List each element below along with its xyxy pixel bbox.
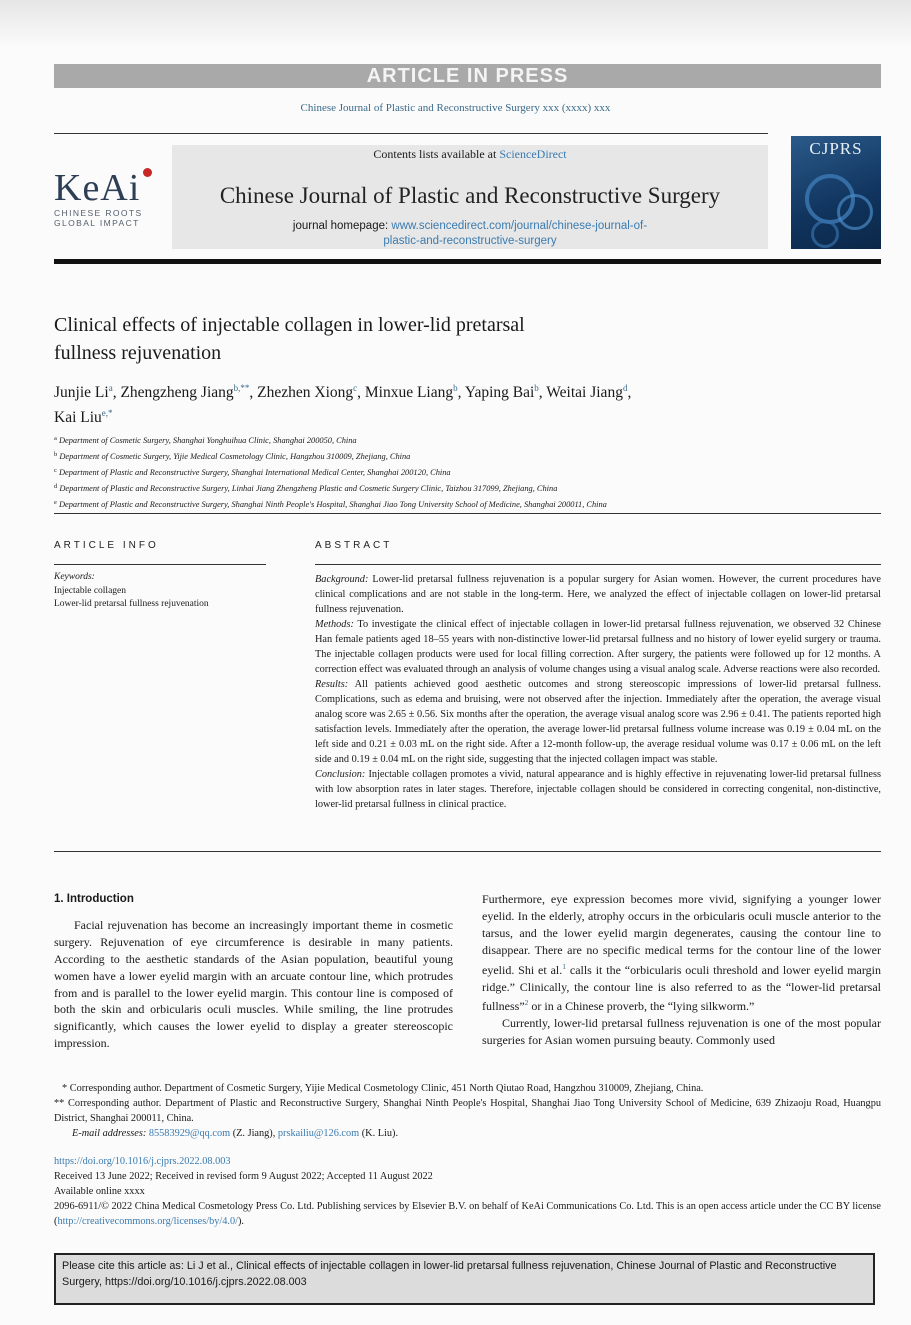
license-link[interactable]: http://creativecommons.org/licenses/by/4.0/ bbox=[57, 1216, 238, 1227]
background-text: Lower-lid pretarsal fullness rejuvenation is a popular surgery for Asian women. However, the current procedures have clinical complications and are not stable in the long-term. Here, we analyzed the effect of injectable collagen on lower-lid pretarsal fullness rejuvenation. bbox=[315, 574, 881, 615]
affiliation-marker: d bbox=[54, 482, 58, 490]
author-separator: , bbox=[538, 384, 547, 401]
article-title-line-2: fullness rejuvenation bbox=[54, 342, 222, 364]
email-owner: (K. Liu). bbox=[359, 1128, 399, 1139]
author-name: Minxue Liang bbox=[364, 384, 454, 401]
email-label: E-mail addresses: bbox=[72, 1128, 147, 1139]
author-name: Zhezhen Xiong bbox=[257, 384, 354, 401]
author-name: Junjie Li bbox=[54, 384, 109, 401]
author-affiliation-marker[interactable]: a bbox=[108, 383, 113, 393]
copyright-text-end: ). bbox=[237, 1216, 244, 1227]
author-separator: , bbox=[249, 384, 258, 401]
conclusion-label: Conclusion: bbox=[315, 769, 366, 780]
citation-box: Please cite this article as: Li J et al., Clinical effects of injectable collagen in lower-lid pretarsal fullness rejuvenation, Chinese Journal of Plastic and Reconstructive Surgery, https://doi.org/10.1016/j.cjprs.2022.08.003 bbox=[54, 1253, 875, 1305]
affiliation-text: Department of Cosmetic Surgery, Yijie Medical Cosmetology Clinic, Hangzhou 310009, Zhejiang, China bbox=[59, 451, 411, 461]
keyword-item: Injectable collagen bbox=[54, 585, 127, 596]
abstract-conclusion bbox=[315, 767, 881, 812]
author bbox=[546, 384, 631, 401]
affiliation-text: Department of Plastic and Reconstructive Surgery, Shanghai International Medical Center, Shanghai 200120, China bbox=[58, 467, 451, 477]
author bbox=[120, 384, 257, 401]
email-link-jiang[interactable]: 85583929@qq.com bbox=[148, 1128, 231, 1139]
author-list bbox=[54, 378, 834, 428]
title-rule bbox=[54, 259, 881, 264]
author bbox=[257, 384, 365, 401]
affiliation-item bbox=[54, 432, 881, 448]
affiliation-text: Department of Cosmetic Surgery, Shanghai Yonghuihua Clinic, Shanghai 200050, China bbox=[58, 436, 357, 445]
author-name: Zhengzheng Jiang bbox=[120, 384, 234, 401]
methods-label: Methods: bbox=[315, 619, 354, 630]
author-separator: , bbox=[627, 384, 632, 401]
author bbox=[54, 384, 120, 401]
journal-cover-image[interactable] bbox=[791, 136, 881, 249]
abstract-end-rule bbox=[54, 851, 881, 852]
email-owner: (Z. Jiang), bbox=[230, 1128, 278, 1139]
header-rule bbox=[54, 133, 768, 134]
keywords-block bbox=[54, 571, 294, 612]
affiliation-text: Department of Plastic and Reconstructive Surgery, Linhai Jiang Zhengzheng Plastic and Cosmetic Surgery Clinic, Taizhou 317099, Zhejiang, China bbox=[59, 483, 558, 493]
logo-dot bbox=[143, 168, 152, 177]
logo-tagline-2: GLOBAL IMPACT bbox=[54, 218, 140, 228]
body-column-right bbox=[482, 891, 881, 1049]
abstract-methods bbox=[315, 617, 881, 677]
article-title-line-1: Clinical effects of injectable collagen in lower-lid pretarsal bbox=[54, 314, 525, 336]
reference-link[interactable]: 2 bbox=[524, 998, 529, 1008]
abstract-rule bbox=[315, 564, 881, 565]
cover-title: CJPRS bbox=[809, 139, 863, 158]
affiliation-text: Department of Plastic and Reconstructive Surgery, Shanghai Ninth People's Hospital, Shanghai Jiao Tong University School of Medicine, Shanghai 200011, China bbox=[58, 499, 607, 509]
available-online: Available online xxxx bbox=[54, 1186, 145, 1197]
conclusion-text: Injectable collagen promotes a vivid, natural appearance and is highly effective in rejuvenating lower-lid pretarsal fullness with low absorption rates in later stages. Therefore, injectable collagen should be considered in correcting congenital, non-distinctive, lower-lid pretarsal fullness in clinical practice. bbox=[315, 769, 881, 810]
author-affiliation-marker[interactable]: b bbox=[453, 383, 458, 393]
paragraph-text: calls it the “orbicularis oculi threshold and lower eyelid margin ridge.” Clinically, the contour line is also referred to as the “lower-lid pretarsal fullness” bbox=[482, 962, 881, 1014]
paragraph-text: Furthermore, eye expression becomes more vivid, signifying a younger lower eyelid. In the elderly, atrophy occurs in the orbicularis oculi muscle anterior to the tarsus, and the lower eyelid margin degenerates, causing the contour line to disappear. There are no specific medical terms for the contour line of the lower eyelid. Shi et al. bbox=[482, 892, 881, 977]
author-affiliation-marker[interactable]: c bbox=[353, 383, 358, 393]
author-affiliation-marker[interactable]: d bbox=[622, 383, 628, 393]
article-info-rule bbox=[54, 564, 266, 565]
contents-prefix: Contents lists available at bbox=[373, 147, 500, 161]
abstract-body bbox=[315, 572, 881, 812]
author-name: Yaping Bai bbox=[464, 384, 535, 401]
logo-tagline-1: CHINESE ROOTS bbox=[54, 208, 143, 218]
body-column-left bbox=[54, 891, 453, 1052]
running-head[interactable]: Chinese Journal of Plastic and Reconstructive Surgery xxx (xxxx) xxx bbox=[300, 102, 611, 114]
results-text: All patients achieved good aesthetic outcomes and strong stereoscopic impressions of lower-lid pretarsal fullness. Complications, such as edema and bruising, were not observed after the injection. Immediately after the operation, the average visual analog score was 2.65 ± 0.56. Six months after the operation, the average visual analog score was 2.96 ± 0.41. The patients reported high satisfaction levels. Immediately after the operation, the average lower-lid pretarsal fullness volume increase was 0.19 ± 0.04 mL on the left side and 0.21 ± 0.03 mL on the right side. After a 12-month follow-up, the average residual volume was 0.17 ± 0.06 mL on the left side and 0.19 ± 0.04 mL on the right side, suggesting that the injected collagen impact was stable. bbox=[315, 679, 881, 765]
affiliation-marker: c bbox=[54, 466, 57, 474]
cover-cell-graphic bbox=[811, 220, 839, 248]
reference-link[interactable]: 1 bbox=[562, 961, 566, 971]
copyright-line bbox=[54, 1199, 881, 1229]
article-in-press-banner: ARTICLE IN PRESS bbox=[54, 64, 881, 88]
journal-header-box bbox=[172, 145, 768, 249]
intro-paragraph-1: Facial rejuvenation has become an increasingly important theme in cosmetic surgery. Rejuvenation of eye circumference is desirable in many patients. According to the aesthetic standards of the Asian population, beautiful young women have a lower eyelid margin with an arcuate contour line, which protrudes from and is parallel to the lower eyelid margin. This contour line is composed of both the skin and orbicularis oculi muscles. While smiling, the line protrudes significantly, which causes the lower eyelid to display a greater stereoscopic impression. bbox=[54, 917, 453, 1051]
keyword-item: Lower-lid pretarsal fullness rejuvenation bbox=[54, 599, 209, 609]
homepage-prefix: journal homepage: bbox=[292, 220, 392, 232]
affiliation-marker: e bbox=[54, 498, 57, 506]
intro-paragraph-3: Currently, lower-lid pretarsal fullness rejuvenation is one of the most popular surgeries for Asian women pursuing beauty. Commonly used bbox=[482, 1016, 881, 1048]
journal-title: Chinese Journal of Plastic and Reconstructive Surgery bbox=[219, 183, 721, 208]
received-dates: Received 13 June 2022; Received in revised form 9 August 2022; Accepted 11 August 2022 bbox=[54, 1171, 433, 1182]
background-label: Background: bbox=[315, 574, 369, 585]
author-separator: , bbox=[112, 384, 121, 401]
author-affiliation-marker[interactable]: b,** bbox=[233, 383, 250, 393]
sciencedirect-link[interactable]: ScienceDirect bbox=[499, 147, 567, 161]
paragraph-text: or in a Chinese proverb, the “lying silkworm.” bbox=[528, 999, 755, 1014]
affiliation-item bbox=[54, 496, 881, 512]
corresponding-author-2: ** Corresponding author. Department of Plastic and Reconstructive Surgery, Shanghai Ninth People's Hospital, Shanghai Jiao Tong University School of Medicine, 639 Zhizaoju Road, Huangpu District, Shanghai 200011, China. bbox=[54, 1098, 881, 1124]
results-label: Results: bbox=[315, 679, 349, 690]
publication-info bbox=[54, 1154, 881, 1229]
doi-link[interactable]: https://doi.org/10.1016/j.cjprs.2022.08.003 bbox=[54, 1156, 231, 1167]
article-info-heading: ARTICLE INFO bbox=[54, 540, 159, 551]
author-name: Weitai Jiang bbox=[546, 384, 623, 401]
keywords-label: Keywords: bbox=[54, 572, 95, 582]
journal-homepage bbox=[290, 219, 650, 249]
affiliation-item bbox=[54, 448, 881, 464]
affiliation-item bbox=[54, 464, 881, 480]
footnotes bbox=[54, 1081, 881, 1141]
author-affiliation-marker[interactable]: e,* bbox=[101, 408, 113, 418]
top-shade bbox=[0, 0, 911, 48]
intro-paragraph-2 bbox=[482, 891, 881, 1015]
article-title bbox=[54, 311, 754, 367]
abstract-heading: ABSTRACT bbox=[315, 540, 393, 551]
methods-text: To investigate the clinical effect of injectable collagen in lower-lid pretarsal fullness rejuvenation, we observed 32 Chinese Han female patients aged 18–55 years with non-distinctive lower-lid pretarsal fullness and no history of lower eyelid surgery or trauma. The injectable collagen products were used for local filling correction. After surgery, the patients were followed up for 12 months. A correction effect was evaluated through an analysis of volume changes using a visual analog scale. Adverse reactions were also recorded. bbox=[315, 619, 881, 675]
affiliation-marker: a bbox=[54, 435, 57, 442]
abstract-results bbox=[315, 677, 881, 767]
contents-lists bbox=[172, 147, 768, 162]
author-separator: , bbox=[457, 384, 465, 401]
author-separator: , bbox=[357, 384, 365, 401]
section-heading: 1. Introduction bbox=[54, 893, 134, 905]
affiliation-list bbox=[54, 432, 881, 512]
author-name: Kai Liu bbox=[54, 409, 102, 426]
affiliation-item bbox=[54, 480, 881, 496]
author bbox=[365, 384, 465, 401]
keai-logo bbox=[54, 168, 164, 228]
homepage-link[interactable]: www.sciencedirect.com/journal/chinese-journal-of-plastic-and-reconstructive-surgery bbox=[383, 220, 648, 247]
email-link-liu[interactable]: prskailiu@126.com bbox=[277, 1128, 360, 1139]
email-line bbox=[54, 1126, 881, 1141]
affiliation-marker: b bbox=[54, 450, 58, 458]
section-rule bbox=[54, 513, 881, 514]
author-affiliation-marker[interactable]: b bbox=[534, 383, 539, 393]
author bbox=[54, 409, 113, 426]
abstract-background bbox=[315, 572, 881, 617]
corresponding-author-1: * Corresponding author. Department of Cosmetic Surgery, Yijie Medical Cosmetology Clinic, 451 North Qiutao Road, Hangzhou 310009, Zhejiang, China. bbox=[62, 1083, 704, 1094]
author bbox=[465, 384, 546, 401]
cover-cell-graphic bbox=[837, 194, 873, 230]
copyright-text: 2096-6911/© 2022 China Medical Cosmetology Press Co. Ltd. Publishing services by Elsevier B.V. on behalf of KeAi Communications Co. Ltd. This is an open access article under the CC BY license ( bbox=[54, 1201, 881, 1227]
logo-brand: KeAi bbox=[54, 167, 141, 209]
